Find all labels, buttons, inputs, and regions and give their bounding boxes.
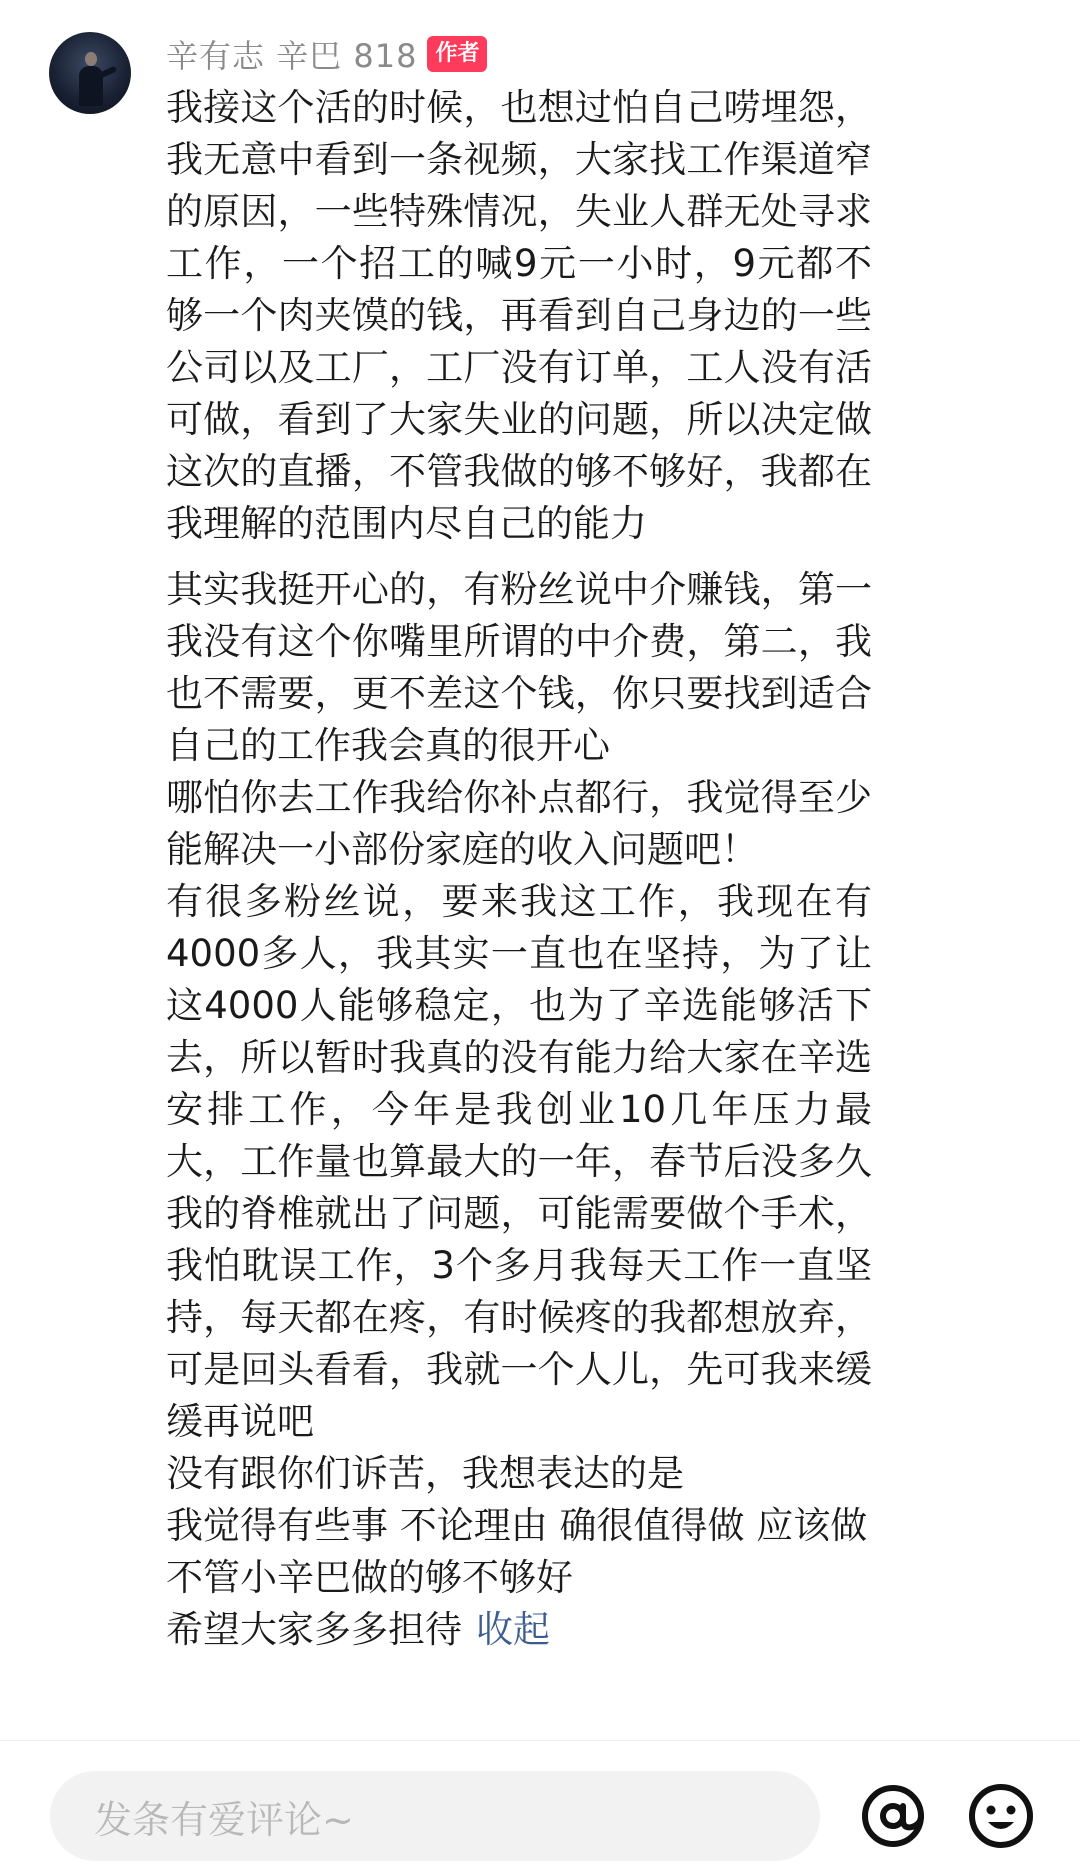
- comment-paragraph: 有很多粉丝说，要来我这工作，我现在有4000多人，我其实一直也在坚持，为了让这4000人能够稳定，也为了辛选能够活下去，所以暂时我真的没有能力给大家在辛选安排工作，今年是我创业10几年压力最大，工作量也算最大的一年，春节后没多久我的脊椎就出了问题，可能需要做个手术，我怕耽误工作，3个多月我每天工作一直坚持，每天都在疼，有时候疼的我都想放弃，可是回头看看，我就一个人儿，先可我来缓缓再说吧: [166, 880, 872, 1443]
- comment-header: [166, 30, 487, 78]
- at-icon: [858, 1781, 928, 1851]
- comment-paragraph: 没有跟你们诉苦，我想表达的是: [166, 1452, 684, 1495]
- comment-paragraph: 我接这个活的时候，也想过怕自己唠埋怨，我无意中看到一条视频，大家找工作渠道窄的原因，一些特殊情况，失业人群无处寻求工作，一个招工的喊9元一小时，9元都不够一个肉夹馍的钱，再看到自己身边的一些公司以及工厂，工厂没有订单，工人没有活可做，看到了大家失业的问题，所以决定做这次的直播，不管我做的够不够好，我都在我理解的范围内尽自己的能力: [166, 86, 872, 545]
- comment-paragraph: 哪怕你去工作我给你补点都行，我觉得至少能解决一小部份家庭的收入问题吧！: [166, 776, 872, 871]
- author-name[interactable]: 辛有志 辛巴 818: [166, 37, 418, 75]
- author-badge: 作者: [427, 36, 487, 72]
- comment-paragraph: 我觉得有些事 不论理由 确很值得做 应该做: [166, 1504, 868, 1547]
- comment-paragraph: 其实我挺开心的，有粉丝说中介赚钱，第一我没有这个你嘴里所谓的中介费，第二，我也不需要，更不差这个钱，你只要找到适合自己的工作我会真的很开心: [166, 568, 872, 767]
- comment-input[interactable]: [50, 1771, 820, 1861]
- comment-paragraph: 不管小辛巴做的够不够好: [166, 1556, 573, 1599]
- comment-last-line: [166, 1604, 872, 1656]
- avatar-figure-head: [85, 52, 97, 66]
- collapse-link[interactable]: 收起: [476, 1608, 550, 1651]
- bottom-divider: [0, 1740, 1080, 1741]
- comment-paragraph: 希望大家多多担待: [166, 1608, 462, 1651]
- mention-button[interactable]: [858, 1781, 928, 1851]
- author-avatar[interactable]: [49, 32, 131, 114]
- comment-input-placeholder: 发条有爱评论~: [94, 1797, 354, 1842]
- comment-text: [166, 82, 872, 1740]
- emoji-button[interactable]: [966, 1781, 1036, 1851]
- emoji-icon: [966, 1781, 1036, 1851]
